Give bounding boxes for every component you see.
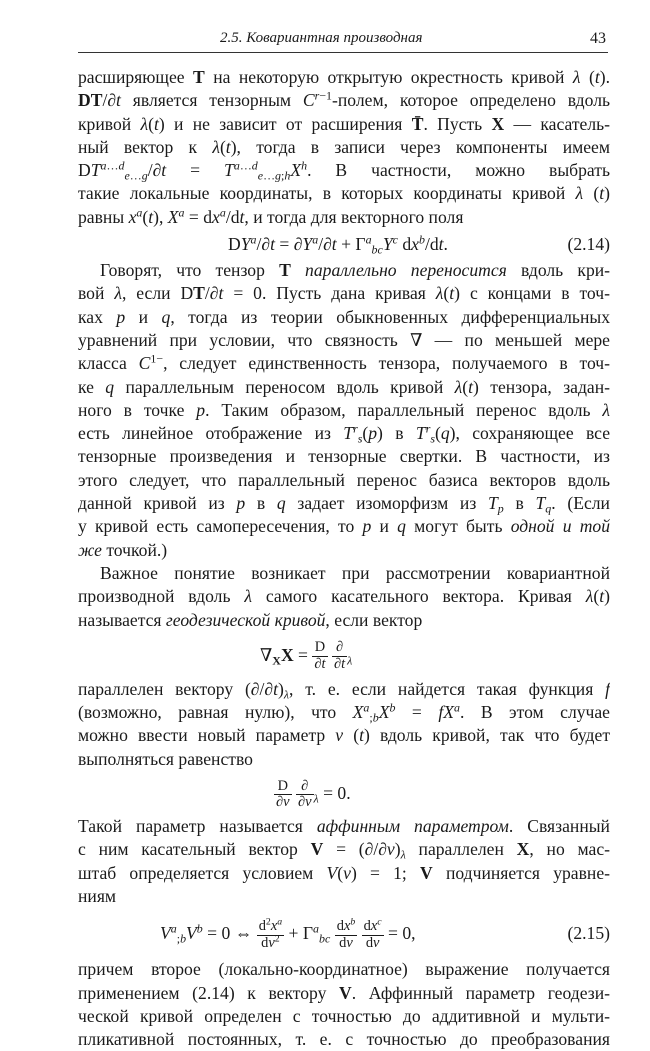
equation-number: (2.14) xyxy=(567,234,610,255)
equation-affine: $\frac{D}{\partial v}$ $\frac{\partial}{\partial v}$ $_\lambda$ = 0. xyxy=(276,777,351,811)
text-line: ках p и q, тогда из теории обыкновенных дифференциальных xyxy=(78,306,610,327)
text-line: у кривой есть самопересечения, то p и q могут быть одной и той xyxy=(78,516,610,537)
text-line: уравнений при условии, что связность ∇ — по меньшей мере xyxy=(78,329,610,350)
text-line: параллелен вектору $(\partial/\partial t)_\lambda$, т. е. если найдется такая функция f xyxy=(78,678,610,702)
equation-geodesic: $\nabla_XX$ = $\frac{D}{\partial t}$ $\frac{\partial}{\partial t}$ $_\lambda$ xyxy=(260,639,353,673)
text-line: штаб определяется условием V(v) = 1; V подчиняется уравне- xyxy=(78,862,610,883)
equation-2-14: $DY^a/\partial t = \partial Y^a/\partial t + \Gamma^a_{bc}Y^c$ $dx^b/dt$. (2.14) xyxy=(78,229,610,259)
text-line: пликативной постоянных, т. е. с точностью до преобразования xyxy=(78,1029,610,1050)
text-line: $DT^{a\dots d}_{e\dots g}/\partial t = T^{a\dots d}_{e\dots g;h}X^h$. В частности, можно выбрать xyxy=(78,159,610,183)
text-line: данной кривой из p в q задает изоморфизм из $T_p$ в $T_q$. (Если xyxy=(78,493,610,516)
text-line: такие локальные координаты, в которых координаты кривой λ (t) xyxy=(78,183,610,204)
paragraph-1 xyxy=(78,66,610,1051)
text-line: тензорные произведения и тензорные свертки. В частности, из xyxy=(78,446,610,467)
text-line: производной вдоль λ самого касательного вектора. Кривая λ(t) xyxy=(78,586,610,607)
text-line: выполняться равенство xyxy=(78,748,253,769)
text-line: Такой параметр называется аффинным параметром. Связанный xyxy=(78,816,610,837)
running-header xyxy=(78,30,608,53)
text-line: Говорят, что тензор T параллельно переносится вдоль кри- xyxy=(100,260,610,281)
text-line: расширяющее T на некоторую открытую окрестность кривой λ (t). xyxy=(78,67,610,87)
text-line: вой λ, если DT/∂t = 0. Пусть дана кривая λ(t) с концами в точ- xyxy=(78,283,610,304)
equation-number: (2.15) xyxy=(567,923,610,944)
text-line: этого следует, что параллельный перенос базиса векторов вдоль xyxy=(78,469,610,490)
text-line: равны $x^a(t)$, $X^a = dx^a/dt$, и тогда для векторного поля xyxy=(78,205,464,227)
section-title: 2.5. Ковариантная производная xyxy=(220,30,423,46)
text-line: ного в точке p. Таким образом, параллельный перенос вдоль λ xyxy=(78,399,610,420)
text-line: ный вектор к λ(t), тогда в записи через компоненты имеем xyxy=(78,136,610,157)
text-line: с ним касательный вектор $V = (\partial/\partial v)_\lambda$ параллелен X, но мас- xyxy=(78,839,610,862)
text-line: ниям xyxy=(78,885,117,906)
text-line: причем второе (локально-координатное) выражение получается xyxy=(78,959,610,980)
text-line: ческой кривой определен с точностью до аддитивной и мульти- xyxy=(78,1005,610,1026)
text-line: называется геодезической кривой, если вектор xyxy=(78,609,423,630)
text-line: DT/∂t является тензорным $C^{r-1}$-полем, которое определено вдоль xyxy=(78,89,610,111)
text-line: кривой λ(t) и не зависит от расширения T̄. Пусть X — касатель- xyxy=(78,113,610,134)
text-line: же точкой.) xyxy=(78,539,168,560)
equation-2-15: $V^a_{;b}V^b = 0$ ⇔ $\frac{d^2x^a}{dv^2}$ + $\Gamma^a_{bc}$ $\frac{dx^b}{dv}$ $\frac{dx^c}{dv}$ = 0, (2.15) xyxy=(78,908,610,958)
text-line: есть линейное отображение из $T^r_s(p)$ в $T^r_s(q)$, сохраняющее все xyxy=(78,422,610,446)
text-line: ке q параллельным переносом вдоль кривой λ(t) тензора, задан- xyxy=(78,376,610,397)
text-line: применением (2.14) к вектору V. Аффинный параметр геодези- xyxy=(78,982,610,1003)
text-line: можно ввести новый параметр v (t) вдоль кривой, так что будет xyxy=(78,725,610,746)
page-number: 43 xyxy=(590,30,606,47)
text-line: (возможно, равная нулю), что $X^a_{;b}X^b = fX^a$. В этом случае xyxy=(78,701,610,725)
text-line: класса $C^{1-}$, следует единственность тензора, получаемого в точ- xyxy=(78,352,610,374)
text-line: Важное понятие возникает при рассмотрении ковариантной xyxy=(100,562,610,583)
